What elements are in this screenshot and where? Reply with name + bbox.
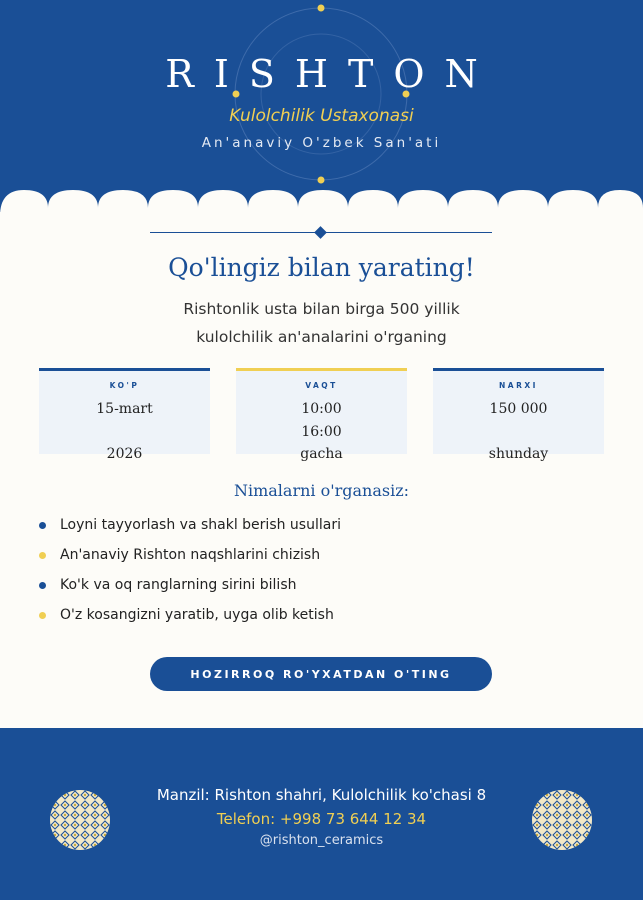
learn-list: [38, 515, 341, 635]
headline: Qo'lingiz bilan yarating!: [168, 253, 475, 282]
description-line-1: Rishtonlik usta bilan birga 500 yillik: [183, 300, 460, 318]
card-value-line-1: 150 000: [489, 401, 548, 417]
description: [0, 295, 643, 351]
register-button[interactable]: HOZIRROQ RO'YXATDAN O'TING: [150, 657, 492, 691]
bullet-dot-icon: [39, 522, 46, 529]
list-item-text: An'anaviy Rishton naqshlarini chizish: [60, 547, 321, 563]
footer-social-handle[interactable]: @rishton_ceramics: [259, 833, 384, 848]
time-card: [236, 368, 407, 462]
list-item-text: Loyni tayyorlash va shakl berish usullari: [60, 517, 341, 533]
divider-diamond-icon: [314, 226, 327, 239]
description-line-2: kulolchilik an'analarini o'rganing: [196, 328, 447, 346]
bullet-dot-icon: [39, 582, 46, 589]
brand-subtitle: Kulolchilik Ustaxonasi: [229, 106, 414, 126]
header-scallop-edge: [0, 186, 643, 216]
card-value-line-3: 2026: [106, 446, 143, 462]
list-item-text: O'z kosangizni yaratib, uyga olib ketish: [60, 607, 334, 623]
card-value-line-1: 10:00: [301, 401, 342, 417]
brand-title: RISHTON: [165, 52, 498, 96]
bullet-dot-icon: [39, 612, 46, 619]
brand-tagline: An'anaviy O'zbek San'ati: [201, 135, 442, 151]
list-item: [38, 515, 341, 545]
card-label: KO'P: [109, 381, 140, 390]
footer-address: Manzil: Rishton shahri, Kulolchilik ko'chasi 8: [156, 786, 487, 804]
card-label: VAQT: [305, 381, 338, 390]
list-item: [38, 545, 341, 575]
footer-phone[interactable]: Telefon: +998 73 644 12 34: [216, 810, 427, 828]
date-card: [39, 368, 210, 462]
card-label: NARXI: [499, 381, 538, 390]
list-item: [38, 605, 341, 635]
bullet-dot-icon: [39, 552, 46, 559]
card-value-line-1: 15-mart: [96, 401, 153, 417]
list-item-text: Ko'k va oq ranglarning sirini bilish: [60, 577, 297, 593]
card-value-line-3: gacha: [300, 446, 343, 462]
learn-section-title: Nimalarni o'rganasiz:: [233, 481, 410, 500]
card-value-line-3: shunday: [488, 446, 549, 462]
header-band: [0, 0, 643, 212]
price-card: [433, 368, 604, 462]
list-item: [38, 575, 341, 605]
card-value-line-2: 16:00: [301, 424, 342, 440]
